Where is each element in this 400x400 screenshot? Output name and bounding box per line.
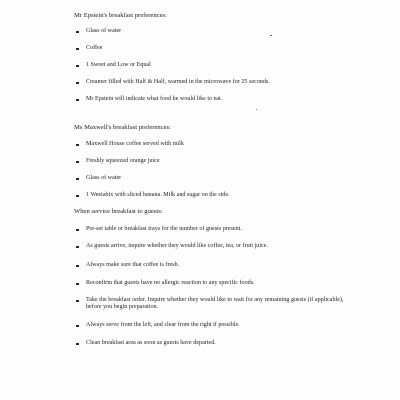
list-item: Creamer filled with Half & Half, warmed in the microwave for 25 seconds.	[86, 79, 346, 86]
section-heading-service: When service breakfast to guests:	[74, 208, 163, 215]
bullet-icon	[76, 343, 79, 346]
bullet-icon	[76, 144, 79, 147]
list-item: Maxwell House coffee served with milk	[86, 141, 346, 148]
bullet-icon	[76, 99, 79, 102]
list-item: Always serve from the left, and clear from the right if possible.	[86, 322, 346, 329]
list-item: Glass of water	[86, 28, 346, 35]
list-item: Mr Epstein will indicate what food he would like to eat.	[86, 96, 346, 103]
bullet-icon	[76, 31, 79, 34]
list-item: Clean breakfast area as soon as guests have departed.	[86, 340, 346, 347]
bullet-icon	[76, 283, 79, 286]
list-item: Coffee	[86, 45, 346, 52]
scan-speck	[270, 35, 272, 36]
list-item: Glass of water	[86, 175, 346, 182]
bullet-icon	[76, 161, 79, 164]
list-item: Reconfirm that guests have no allergic reaction to any specific foods.	[86, 280, 346, 287]
bullet-icon	[76, 82, 79, 85]
bullet-icon	[76, 246, 79, 249]
list-item: Always make sure that coffee is fresh.	[86, 262, 346, 269]
scan-speck	[256, 109, 257, 110]
bullet-icon	[76, 300, 79, 303]
section-heading-maxwell: Ms Maxwell's breakfast preferences:	[74, 124, 171, 131]
bullet-icon	[76, 229, 79, 232]
bullet-icon	[76, 48, 79, 51]
bullet-icon	[76, 65, 79, 68]
bullet-icon	[76, 265, 79, 268]
list-item: As guests arrive, inquire whether they would like coffee, tea, or fruit juice.	[86, 243, 346, 250]
list-item: 1 Weetabix with sliced banana. Milk and sugar on the side.	[86, 192, 346, 199]
bullet-icon	[76, 325, 79, 328]
list-item: Pre-set table or breakfast trays for the number of guests present.	[86, 226, 346, 233]
bullet-icon	[76, 195, 79, 198]
bullet-icon	[76, 178, 79, 181]
list-item: 1 Sweet and Low or Equal	[86, 62, 346, 69]
list-item: Freshly squeezed orange juice	[86, 158, 346, 165]
section-heading-epstein: Mr Epstein's breakfast preferences:	[74, 12, 167, 19]
list-item: Take the breakfast order. Inquire whether they would like to wait for any remaining guests (if applicable), before you begin preparation.	[86, 297, 348, 312]
